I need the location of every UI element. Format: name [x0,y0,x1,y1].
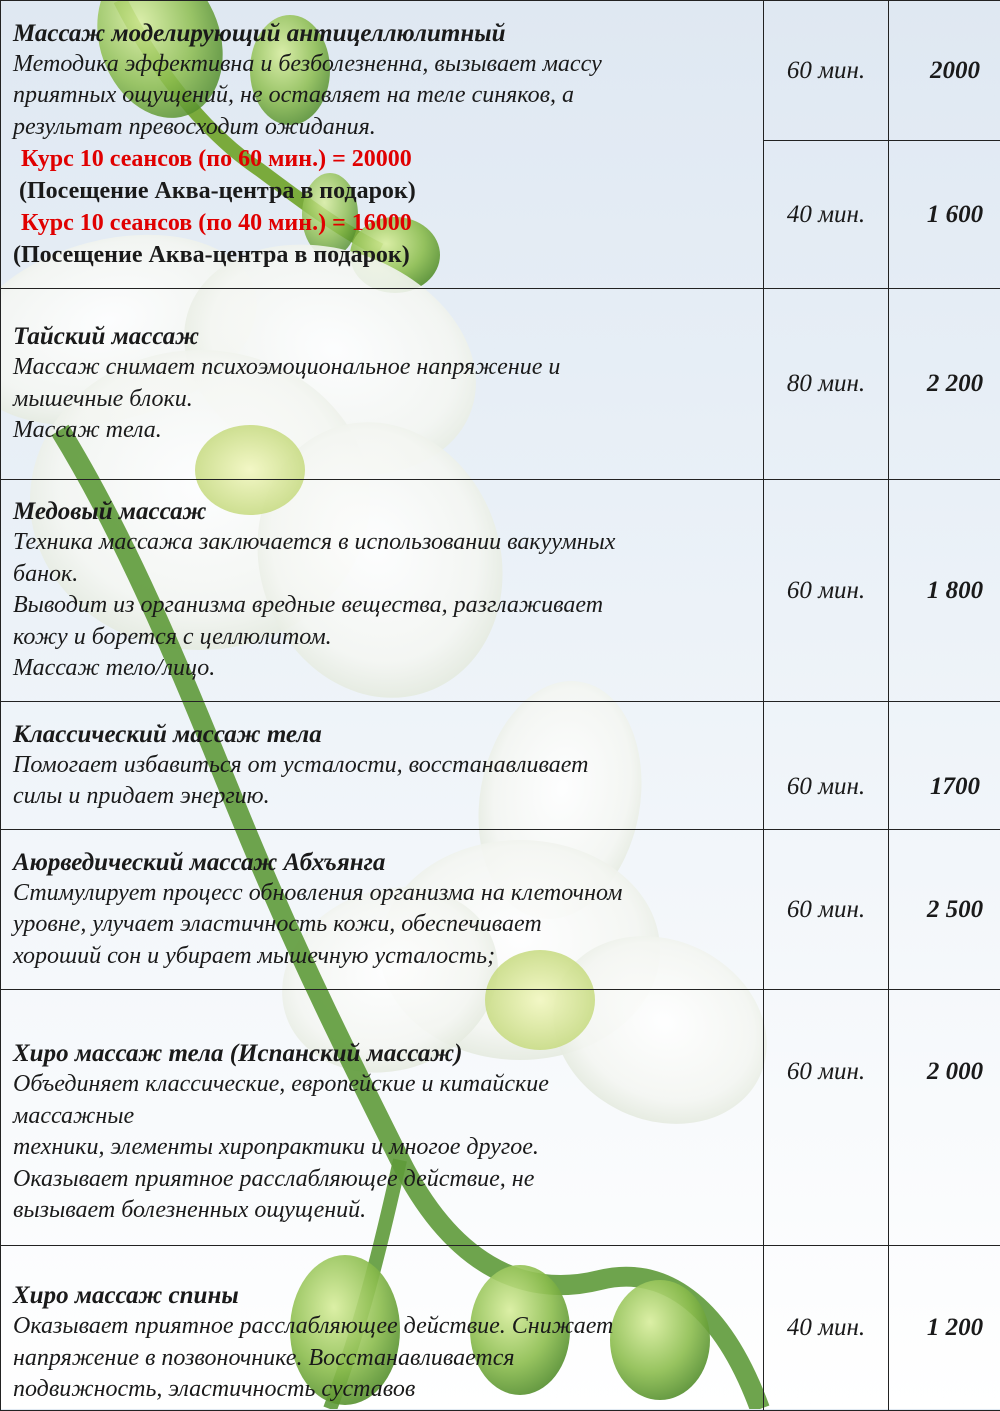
table-row [1,1246,1000,1411]
service-description-cell [1,480,764,702]
service-description: Техника массажа заключается в использовании вакуумных банок. Выводит из организма вредные вещества, разглаживает кожу и борется с целлюлитом. Массаж тело/лицо. [13,527,753,685]
service-description-cell [1,830,764,990]
price-cell: 2 200 [889,289,1000,480]
price-cell: 1700 [889,702,1000,830]
service-title: Хиро массаж тела (Испанский массаж) [13,1038,753,1069]
table-row [1,990,1000,1246]
service-description: Объединяет классические, европейские и китайские массажные техники, элементы хиропрактики и многое другое. Оказывает приятное расслабляющее действие, не вызывает болезненных ощущений. [13,1069,753,1227]
service-description: Оказывает приятное расслабляющее действие. Снижает напряжение в позвоночнике. Восстанавливается подвижность, эластичность суставов [13,1311,753,1406]
service-description-cell [1,1,764,289]
service-title: Тайский массаж [13,321,753,352]
course-offer: Курс 10 сеансов (по 40 мин.) = 16000 [13,207,753,239]
table-row [1,702,1000,830]
price-cell: 2 000 [889,990,1000,1246]
table-row [1,480,1000,702]
service-description: Помогает избавиться от усталости, восстанавливает силы и придает энергию. [13,750,753,813]
service-description-cell [1,1246,764,1411]
service-description-cell [1,289,764,480]
service-description: Методика эффективна и безболезненна, вызывает массу приятных ощущений, не оставляет на теле синяков, а результат превосходит ожидания. [13,49,753,144]
duration-cell: 60 мин. [764,1,889,141]
service-description: Стимулирует процесс обновления организма на клеточном уровне, улучает эластичность кожи, обеспечивает хороший сон и убирает мышечную усталость; [13,878,753,973]
table-row [1,289,1000,480]
gift-note: (Посещение Аква-центра в подарок) [13,175,753,207]
service-title: Хиро массаж спины [13,1280,753,1311]
duration-cell: 40 мин. [764,141,889,289]
price-cell: 2 500 [889,830,1000,990]
service-description: Массаж снимает психоэмоциональное напряжение и мышечные блоки. Массаж тела. [13,352,753,447]
duration-cell: 40 мин. [764,1246,889,1411]
service-title: Массаж моделирующий антицеллюлитный [13,18,753,49]
course-offer: Курс 10 сеансов (по 60 мин.) = 20000 [13,143,753,175]
table-row [1,830,1000,990]
duration-cell: 60 мин. [764,702,889,830]
duration-cell: 80 мин. [764,289,889,480]
service-description-cell [1,702,764,830]
service-title: Аюрведический массаж Абхъянга [13,847,753,878]
duration-cell: 60 мин. [764,830,889,990]
table-row [1,1,1000,141]
price-cell: 2000 [889,1,1000,141]
duration-cell: 60 мин. [764,480,889,702]
gift-note: (Посещение Аква-центра в подарок) [13,239,753,271]
price-cell: 1 200 [889,1246,1000,1411]
duration-cell: 60 мин. [764,990,889,1246]
service-title: Медовый массаж [13,496,753,527]
price-cell: 1 600 [889,141,1000,289]
service-title: Классический массаж тела [13,719,753,750]
service-description-cell [1,990,764,1246]
price-cell: 1 800 [889,480,1000,702]
